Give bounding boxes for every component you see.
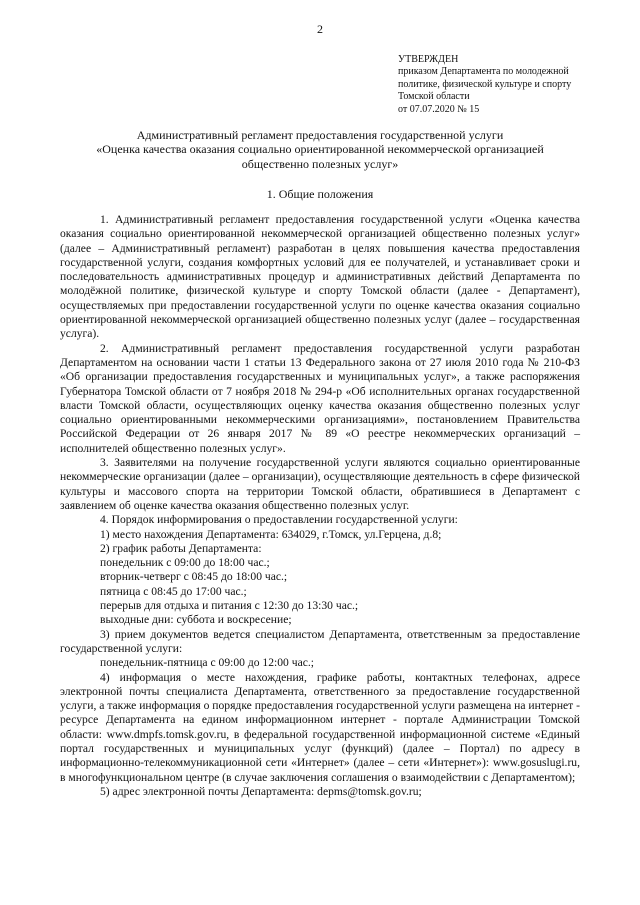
schedule-line: понедельник с 09:00 до 18:00 час.; xyxy=(100,556,270,570)
schedule-line: вторник-четверг с 08:45 до 18:00 час.; xyxy=(100,570,288,584)
approval-line: Томской области xyxy=(398,91,470,103)
schedule-line: понедельник-пятница с 09:00 до 12:00 час.; xyxy=(100,656,314,670)
title-line: общественно полезных услуг» xyxy=(241,156,399,171)
approval-line: приказом Департамента по молодежной xyxy=(398,66,569,78)
schedule-line: выходные дни: суббота и воскресение; xyxy=(100,613,292,627)
approval-heading: УТВЕРЖДЕН xyxy=(398,54,459,65)
paragraph: 3. Заявителями на получение государственной услуги являются социально ориентированные некоммерческие организации (далее – организации), осуществляющие деятельность в сфере физической культуры и массового спорта на территории Томской области, обратившиеся в Департамент с заявлением об оценке качества оказания общественно полезных услуг. xyxy=(60,456,580,512)
section-title: 1. Общие положения xyxy=(266,187,374,201)
list-item: 1) место нахождения Департамента: 634029, г.Томск, ул.Герцена, д.8; xyxy=(100,527,442,541)
document-body xyxy=(60,213,580,799)
list-item: 5) адрес электронной почты Департамента: depms@tomsk.gov.ru; xyxy=(100,784,422,798)
schedule-line: пятница с 08:45 до 17:00 час.; xyxy=(100,584,247,598)
document-title xyxy=(60,128,580,171)
paragraph: 2. Административный регламент предоставления государственной услуги разработан Департаментом на основании части 1 статьи 13 Федерального закона от 27 июля 2010 года № 210-ФЗ «Об организации предоставления государственных и муниципальных услуг», а также распоряжения Губернатора Томской области от 7 ноября 2018 № 294-р «Об исполнительных органах государственной власти Томской области, осуществляющих оценку качества оказания общественно полезных услуг социально ориентированными некоммерческими организациями», постановлением Правительства Российской Федерации от 26 января 2017 № 89 «О реестре некоммерческих организаций – исполнителей общественно полезных услуг». xyxy=(60,341,580,455)
title-line: Административный регламент предоставления государственной услуги xyxy=(136,128,504,142)
list-item: 2) график работы Департамента: xyxy=(100,541,262,555)
approval-line: от 07.07.2020 № 15 xyxy=(398,103,480,115)
list-item: 3) прием документов ведется специалистом Департамента, ответственным за предоставление государственной услуги: xyxy=(60,627,580,655)
title-line: «Оценка качества оказания социально ориентированной некоммерческой организацией xyxy=(96,142,544,157)
approval-stamp xyxy=(398,54,630,116)
paragraph: 1. Административный регламент предоставления государственной услуги «Оценка качества оказания социально ориентированной некоммерческой организацией общественно полезных услуг» (далее – Административный регламент) разработан в целях повышения качества предоставления государственной услуги, создания комфортных условий для ее получателей, и устанавливает сроки и последовательность административных процедур и административных действий Департамента по молодёжной политике, физической культуре и спорту Томской области (далее - Департамент), осуществляемых при предоставлении государственной услуги по оценке качества оказания социально ориентированной некоммерческой организацией общественно полезных услуг (далее – государственная услуга). xyxy=(60,213,580,341)
list-item: 4) информация о месте нахождения, графике работы, контактных телефонах, адресе электронной почты специалиста Департамента, ответственного за предоставление государственной услуги, а также информация о порядке предоставления государственной услуги размещена на интернет - ресурсе Департамента на едином информационном интернет - портале Администрации Томской области: www.dmpfs.tomsk.gov.ru, в федеральной государственной информационной системе «Единый портал государственных и муниципальных услуг (функций) (далее – Портал) по адресу в информационно-телекоммуникационной сети «Интернет» (далее – сети «Интернет»): www.gosuslugi.ru, в многофункциональном центре (в случае заключения соглашения о взаимодействии с Департаментом); xyxy=(60,670,580,784)
page-number: 2 xyxy=(317,22,323,36)
schedule-line: перерыв для отдыха и питания с 12:30 до 13:30 час.; xyxy=(100,599,359,613)
paragraph: 4. Порядок информирования о предоставлении государственной услуги: xyxy=(100,513,458,527)
approval-line: политике, физической культуре и спорту xyxy=(398,78,572,90)
